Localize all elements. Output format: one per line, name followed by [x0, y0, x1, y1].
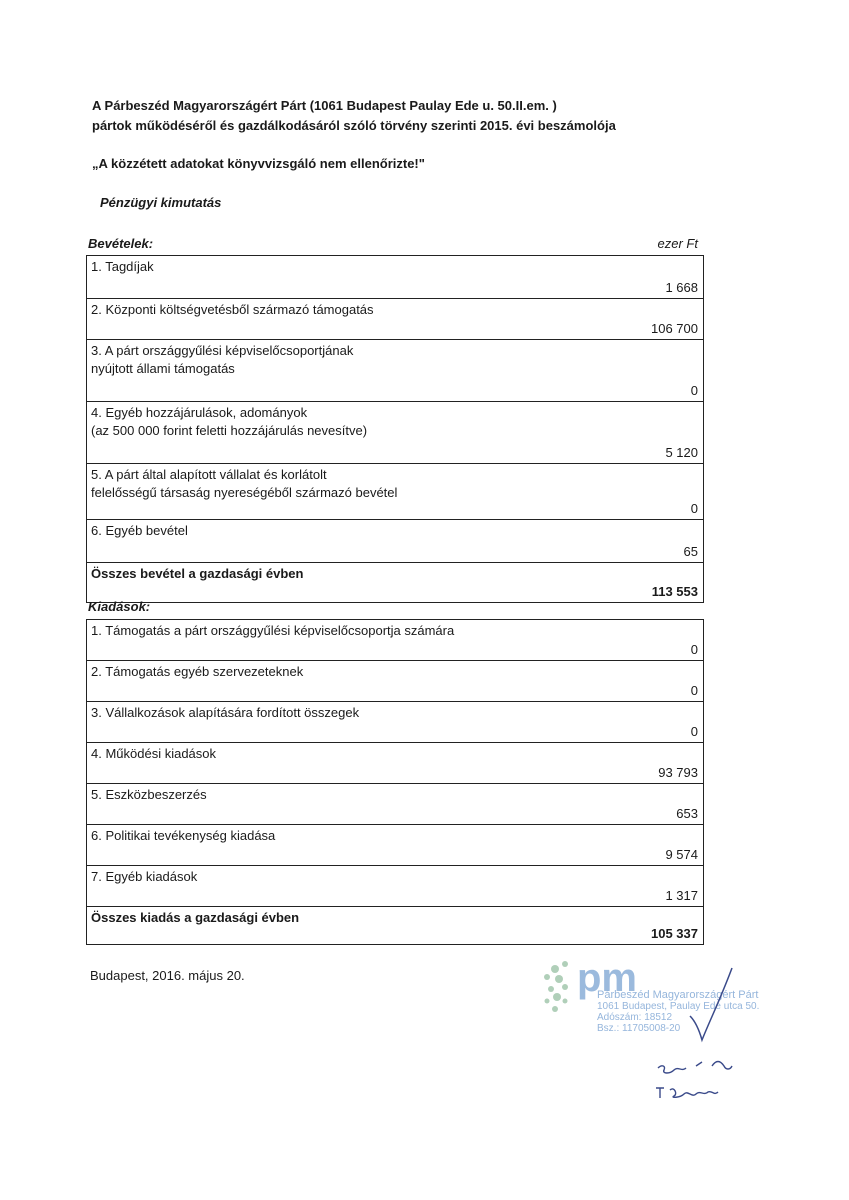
- revenue-heading: [88, 236, 702, 254]
- stamp-tax-number: Adószám: 18512: [597, 1012, 673, 1023]
- stamp-address: 1061 Budapest, Paulay Ede utca 50.: [597, 1001, 760, 1012]
- row-amount: 9 574: [665, 847, 698, 862]
- handwritten-signature: [640, 960, 760, 1100]
- header-line-1: A Párbeszéd Magyarországért Párt (1061 Budapest Paulay Ede u. 50.II.em. ): [92, 98, 557, 113]
- row-amount: 65: [683, 544, 698, 559]
- header-line-2: pártok működéséről és gazdálkodásáról szóló törvény szerinti 2015. évi beszámolója: [92, 118, 616, 133]
- row-label: 3. Vállalkozások alapítására fordított összegek: [91, 705, 360, 720]
- row-amount: 106 700: [651, 321, 698, 336]
- table-row: [87, 256, 703, 299]
- currency-unit: ezer Ft: [657, 236, 698, 251]
- stamp-bank-account: Bsz.: 11705008-20: [597, 1023, 681, 1034]
- row-label: 5. A párt által alapított vállalat és korlátolt felelősségű társaság nyereségéből származó bevétel: [91, 467, 398, 500]
- row-label: Összes bevétel a gazdasági évben: [91, 566, 304, 581]
- audit-notice: „A közzétett adatokat könyvvizsgáló nem ellenőrizte!": [92, 156, 425, 171]
- statement-title: Pénzügyi kimutatás: [100, 195, 222, 210]
- table-row: [87, 402, 703, 464]
- row-amount: 653: [676, 806, 698, 821]
- table-row: [87, 340, 703, 402]
- revenue-table: [86, 255, 704, 603]
- expenses-heading: [88, 599, 702, 617]
- row-amount: 0: [690, 724, 698, 739]
- table-row: [87, 661, 703, 702]
- expenses-table: [86, 619, 704, 945]
- table-row: [87, 299, 703, 340]
- document-header: [92, 96, 732, 136]
- table-row: [87, 464, 703, 520]
- row-amount: 93 793: [658, 765, 698, 780]
- row-amount: 0: [690, 501, 698, 516]
- revenue-heading-label: Bevételek:: [88, 236, 154, 251]
- table-row: [87, 620, 703, 661]
- stamp-party-name: Párbeszéd Magyarországért Párt: [597, 989, 759, 1001]
- expenses-heading-label: Kiadások:: [88, 599, 151, 614]
- table-row: [87, 743, 703, 784]
- expenses-total-row: [87, 907, 703, 944]
- row-label: 4. Működési kiadások: [91, 746, 217, 761]
- row-label: 2. Támogatás egyéb szervezeteknek: [91, 664, 304, 679]
- place-date: Budapest, 2016. május 20.: [90, 968, 245, 983]
- row-label: 1. Tagdíjak: [91, 259, 154, 274]
- row-amount: 0: [690, 383, 698, 398]
- table-row: [87, 702, 703, 743]
- table-row: [87, 520, 703, 563]
- row-amount: 1 668: [665, 280, 698, 295]
- row-amount: 5 120: [665, 445, 698, 460]
- table-row: [87, 866, 703, 907]
- row-label: 5. Eszközbeszerzés: [91, 787, 207, 802]
- revenue-total-row: [87, 563, 703, 602]
- row-label: 3. A párt országgyűlési képviselőcsoportjának nyújtott állami támogatás: [91, 343, 354, 376]
- row-label: 4. Egyéb hozzájárulások, adományok (az 500 000 forint feletti hozzájárulás nevesítve): [91, 405, 368, 438]
- row-label: 7. Egyéb kiadások: [91, 869, 198, 884]
- row-amount: 1 317: [665, 888, 698, 903]
- table-row: [87, 825, 703, 866]
- row-label: 6. Politikai tevékenység kiadása: [91, 828, 276, 843]
- row-amount: 0: [690, 683, 698, 698]
- table-row: [87, 784, 703, 825]
- stamp-logo-dots: [544, 961, 568, 1012]
- row-label: Összes kiadás a gazdasági évben: [91, 910, 300, 925]
- row-label: 1. Támogatás a párt országgyűlési képviselőcsoportja számára: [91, 623, 455, 638]
- row-label: 6. Egyéb bevétel: [91, 523, 188, 538]
- row-amount: 0: [690, 642, 698, 657]
- stamp-logo-text: pm: [577, 956, 637, 1000]
- row-label: 2. Központi költségvetésből származó támogatás: [91, 302, 374, 317]
- row-amount: 113 553: [651, 584, 698, 599]
- row-amount: 105 337: [651, 926, 698, 941]
